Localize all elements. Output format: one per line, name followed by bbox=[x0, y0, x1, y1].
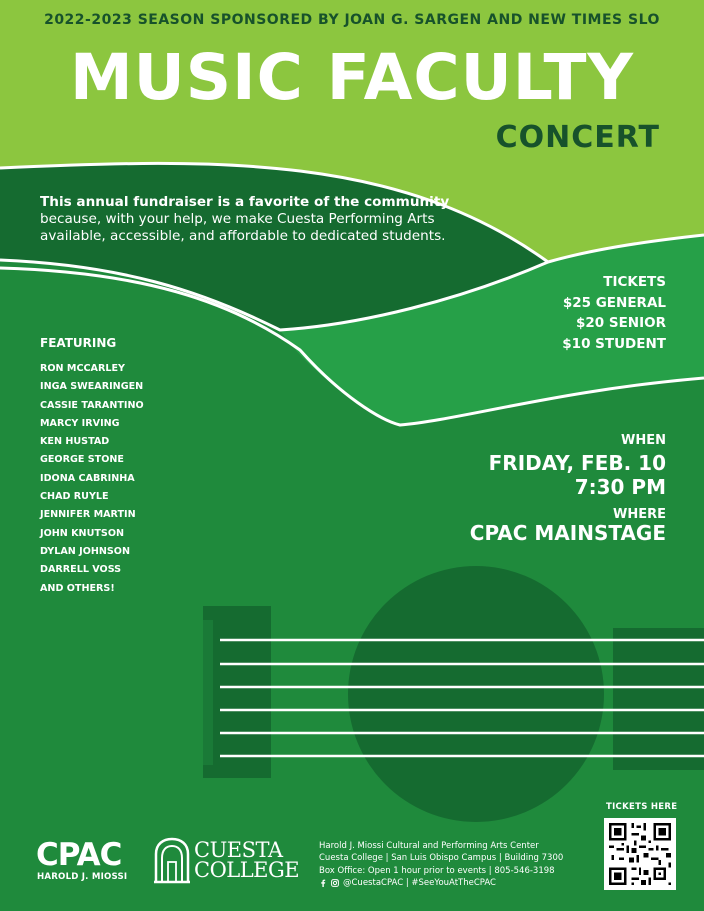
performer: JENNIFER MARTIN bbox=[40, 509, 136, 521]
guitar-neck-right bbox=[613, 628, 704, 770]
performer: DYLAN JOHNSON bbox=[40, 545, 130, 557]
venue-info bbox=[319, 840, 563, 889]
event-venue: CPAC MAINSTAGE bbox=[469, 521, 666, 545]
ticket-general: $25 GENERAL bbox=[562, 294, 666, 311]
qr-code-icon[interactable] bbox=[604, 818, 676, 890]
box-office-info: Box Office: Open 1 hour prior to events | 805-546-3198 bbox=[319, 865, 555, 876]
facebook-icon[interactable] bbox=[319, 879, 327, 887]
event-time: 7:30 PM bbox=[574, 475, 666, 499]
performer: CHAD RUYLE bbox=[40, 491, 109, 503]
cpac-logo-subtitle: HAROLD J. MIOSSI bbox=[37, 872, 128, 882]
performer: CASSIE TARANTINO bbox=[40, 399, 144, 411]
event-datetime bbox=[489, 451, 666, 499]
cpac-logo: CPAC bbox=[36, 837, 122, 873]
social-row bbox=[319, 877, 563, 889]
performer: KEN HUSTAD bbox=[40, 436, 110, 448]
instagram-icon[interactable] bbox=[331, 879, 339, 887]
ticket-student: $10 STUDENT bbox=[562, 335, 666, 352]
cuesta-arch-icon bbox=[153, 836, 191, 884]
cuesta-logo-line1: CUESTA bbox=[194, 838, 283, 862]
ticket-senior: $20 SENIOR bbox=[575, 315, 666, 331]
event-date: FRIDAY, FEB. 10 bbox=[488, 451, 666, 475]
performer: IDONA CABRINHA bbox=[40, 472, 135, 484]
where-label: WHERE bbox=[613, 507, 666, 522]
page-title: MUSIC FACULTY bbox=[69, 41, 635, 114]
performer: GEORGE STONE bbox=[40, 454, 124, 466]
sponsor-line: 2022-2023 SEASON SPONSORED BY JOAN G. SARGEN AND NEW TIMES SLO bbox=[44, 12, 660, 28]
venue-name: Harold J. Miossi Cultural and Performing Arts Center bbox=[319, 841, 539, 851]
guitar-sound-hole bbox=[348, 566, 604, 822]
cuesta-college-logo bbox=[194, 840, 299, 880]
featuring-heading: FEATURING bbox=[40, 336, 117, 350]
guitar-bridge-left bbox=[203, 606, 271, 778]
intro-rest: because, with your help, we make Cuesta Performing Arts available, accessible, and affordable to dedicated students. bbox=[40, 211, 446, 244]
ticket-prices bbox=[562, 272, 666, 354]
venue-address: Cuesta College | San Luis Obispo Campus | Building 7300 bbox=[319, 853, 564, 864]
tickets-heading: TICKETS bbox=[603, 274, 666, 290]
intro-text bbox=[40, 194, 460, 245]
page-subtitle: CONCERT bbox=[495, 120, 660, 155]
when-label: WHEN bbox=[621, 433, 666, 448]
performer: INGA SWEARINGEN bbox=[40, 381, 144, 393]
qr-label: TICKETS HERE bbox=[606, 802, 678, 812]
featuring-list bbox=[40, 360, 144, 598]
performer: RON MCCARLEY bbox=[40, 363, 125, 374]
performer: AND OTHERS! bbox=[40, 582, 115, 594]
cuesta-logo-line2: COLLEGE bbox=[194, 858, 300, 882]
performer: MARCY IRVING bbox=[40, 417, 120, 429]
social-handle[interactable]: @CuestaCPAC | #SeeYouAtTheCPAC bbox=[343, 877, 496, 888]
performer: JOHN KNUTSON bbox=[40, 527, 125, 539]
intro-lead: This annual fundraiser is a favorite of the community bbox=[40, 194, 450, 210]
performer: DARRELL VOSS bbox=[40, 564, 122, 576]
qr-pattern bbox=[604, 818, 676, 890]
